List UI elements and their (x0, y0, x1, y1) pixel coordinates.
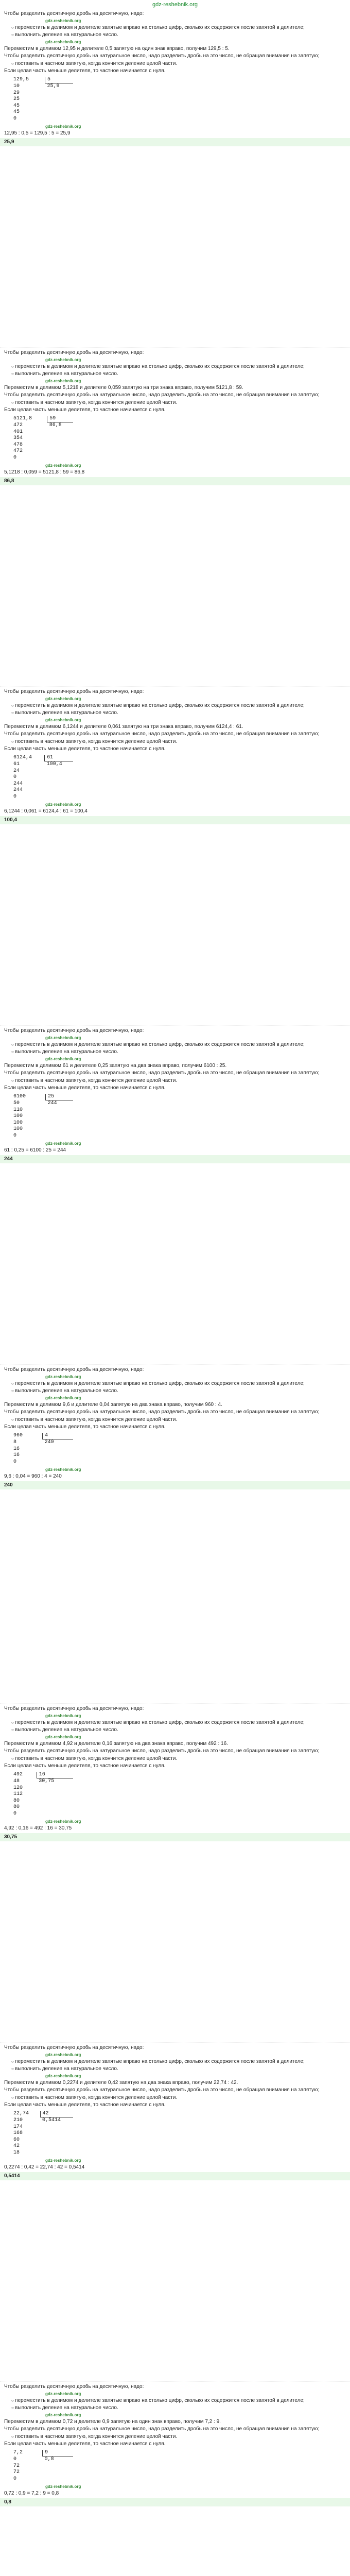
move-comma-text: Переместим в делимом 0,2274 и делителе 0,42 запятую на два знака вправо, получим 22,74 : 42. (4, 2079, 238, 2086)
rule-text: Чтобы разделить десятичную дробь на натуральное число, надо разделить дробь на это число, не обращая внимания на запятую; (4, 53, 320, 59)
watermark: gdz-reshebnik.org (45, 2391, 81, 2396)
division-step: 50 (13, 1100, 20, 1106)
division-step: 61 (13, 761, 20, 767)
division-step: 110 (13, 1107, 23, 1113)
quotient: 30,75 (39, 1778, 55, 1784)
quotient (47, 435, 73, 442)
step-item: ○ переместить в делимом и делителе запятые вправо на столько цифр, сколько их содержится после запятой в делителе; (11, 1381, 346, 1387)
quotient: 0,8 (44, 2456, 54, 2462)
rule-step: ○ поставить в частном запятую, когда кончится деление целой части. (11, 1756, 346, 1762)
watermark: gdz-reshebnik.org (45, 696, 81, 701)
division-step: 210 (13, 2117, 23, 2123)
watermark: gdz-reshebnik.org (45, 2073, 81, 2078)
step-item: ○ выполнить деление на натуральное число. (11, 2405, 346, 2412)
long-division (11, 77, 73, 123)
watermark: gdz-reshebnik.org (45, 2412, 81, 2417)
quotient (43, 2463, 73, 2470)
equation: 12,95 : 0,5 = 129,5 : 5 = 25,9 (4, 130, 71, 136)
quotient (45, 768, 73, 775)
equation: 5,1218 : 0,059 = 5121,8 : 59 = 86,8 (4, 469, 85, 475)
solution-block (0, 687, 350, 1026)
rule-step: ○ поставить в частном запятую, когда кончится деление целой части. (11, 61, 346, 67)
quotient (37, 1811, 73, 1818)
step-item: ○ переместить в делимом и делителе запятые вправо на столько цифр, сколько их содержится после запятой в делителе; (11, 25, 346, 31)
intro-text: Чтобы разделить десятичную дробь на десятичную, надо: (4, 1367, 144, 1372)
division-step: 478 (13, 442, 23, 448)
solution-block (0, 9, 350, 348)
quotient: 25,9 (47, 83, 60, 89)
quotient (47, 442, 73, 449)
solution-block (0, 2382, 350, 2576)
intro-text: Чтобы разделить десятичную дробь на десятичную, надо: (4, 2045, 144, 2050)
intro-text: Чтобы разделить десятичную дробь на десятичную, надо: (4, 11, 144, 16)
equation: 6,1244 : 0,061 = 6124,4 : 61 = 100,4 (4, 808, 87, 814)
watermark: gdz-reshebnik.org (45, 378, 81, 383)
watermark: gdz-reshebnik.org (45, 2158, 81, 2163)
division-step: 72 (13, 2463, 20, 2469)
watermark: gdz-reshebnik.org (45, 1713, 81, 1718)
division-step: 960 (13, 1432, 23, 1438)
quotient (47, 448, 73, 455)
division-step: 60 (13, 2137, 20, 2143)
division-step: 0 (13, 1132, 17, 1139)
quotient (46, 1113, 73, 1120)
answer: 0,5414 (0, 2172, 350, 2181)
watermark: gdz-reshebnik.org (45, 18, 81, 23)
watermark: gdz-reshebnik.org (45, 1467, 81, 1472)
division-step: 168 (13, 2130, 23, 2136)
step-item: ○ переместить в делимом и делителе запятые вправо на столько цифр, сколько их содержится после запятой в делителе; (11, 1720, 346, 1726)
equation: 0,72 : 0,9 = 7,2 : 9 = 0,8 (4, 2490, 59, 2496)
division-step: 80 (13, 1798, 20, 1804)
division-step: 22,74 (13, 2110, 29, 2116)
division-step: 244 (13, 781, 23, 787)
division-step: 18 (13, 2149, 20, 2156)
watermark: gdz-reshebnik.org (45, 463, 81, 468)
divisor: 16 (37, 1772, 73, 1778)
quotient (43, 1452, 73, 1459)
step-item: ○ выполнить деление на натуральное число. (11, 2066, 346, 2073)
long-division (11, 2450, 73, 2483)
division-step: 16 (13, 1452, 20, 1458)
quotient: 0,5414 (42, 2117, 61, 2123)
division-step: 0 (13, 2456, 17, 2462)
division-step: 6100 (13, 1093, 26, 1099)
solution-block (0, 1704, 350, 2043)
rule-step: ○ поставить в частном запятую, когда кончится деление целой части. (11, 739, 346, 745)
watermark: gdz-reshebnik.org (45, 802, 81, 807)
division-step: 100 (13, 1120, 23, 1126)
watermark: gdz-reshebnik.org (45, 1395, 81, 1400)
intro-text: Чтобы разделить десятичную дробь на десятичную, надо: (4, 350, 144, 355)
division-step: 354 (13, 435, 23, 441)
quotient (40, 2143, 73, 2150)
long-division (11, 1772, 73, 1818)
long-division (11, 416, 73, 462)
step-item: ○ выполнить деление на натуральное число. (11, 371, 346, 378)
divisor: 25 (46, 1094, 73, 1100)
division-step: 8 (13, 1439, 17, 1445)
quotient (40, 2124, 73, 2131)
quotient (37, 1804, 73, 1811)
quotient (40, 2130, 73, 2137)
division-step: 45 (13, 109, 20, 115)
rule-text: Чтобы разделить десятичную дробь на натуральное число, надо разделить дробь на это число, не обращая внимания на запятую; (4, 731, 320, 737)
quotient (40, 2150, 73, 2157)
long-division (11, 755, 73, 801)
division-step: 42 (13, 2143, 20, 2149)
step-item: ○ переместить в делимом и делителе запятые вправо на столько цифр, сколько их содержится после запятой в делителе; (11, 2059, 346, 2065)
move-comma-text: Переместим в делимом 0,72 и делителе 0,9 запятую на один знак вправо, получим 7,2 : 9. (4, 2418, 221, 2425)
quotient (37, 1798, 73, 1805)
division-step: 472 (13, 422, 23, 428)
divisor: 5 (45, 77, 73, 83)
divisor: 4 (43, 1433, 73, 1439)
rule-note: Если целая часть меньше делителя, то частное начинается с нуля. (4, 407, 166, 413)
rule-note: Если целая часть меньше делителя, то частное начинается с нуля. (4, 746, 166, 752)
move-comma-text: Переместим в делимом 12,95 и делителе 0,5 запятую на один знак вправо, получим 129,5 : 5. (4, 45, 230, 52)
division-step: 16 (13, 1446, 20, 1452)
site-title[interactable]: gdz-reshebnik.org (152, 2, 198, 8)
rule-note: Если целая часть меньше делителя, то частное начинается с нуля. (4, 2102, 166, 2108)
quotient (47, 455, 73, 462)
step-item: ○ выполнить деление на натуральное число. (11, 32, 346, 39)
division-step: 0 (13, 1810, 17, 1817)
watermark: gdz-reshebnik.org (45, 124, 81, 129)
step-item: ○ переместить в делимом и делителе запятые вправо на столько цифр, сколько их содержится после запятой в делителе; (11, 364, 346, 370)
answer: 30,75 (0, 1833, 350, 1842)
quotient (43, 1459, 73, 1466)
intro-text: Чтобы разделить десятичную дробь на десятичную, надо: (4, 1028, 144, 1033)
rule-note: Если целая часть меньше делителя, то частное начинается с нуля. (4, 1763, 166, 1769)
division-step: 100 (13, 1113, 23, 1119)
step-item: ○ выполнить деление на натуральное число. (11, 1388, 346, 1395)
rule-step: ○ поставить в частном запятую, когда кончится деление целой части. (11, 2434, 346, 2441)
division-step: 6124,4 (13, 754, 32, 760)
quotient (47, 429, 73, 436)
solution-block (0, 1026, 350, 1365)
division-step: 129,5 (13, 76, 29, 82)
division-step: 100 (13, 1126, 23, 1132)
quotient (45, 794, 73, 801)
long-division (11, 2111, 73, 2157)
division-step: 0 (13, 774, 17, 780)
rule-text: Чтобы разделить десятичную дробь на натуральное число, надо разделить дробь на это число, не обращая внимания на запятую; (4, 1070, 320, 1076)
step-item: ○ выполнить деление на натуральное число. (11, 1727, 346, 1734)
quotient (43, 2469, 73, 2476)
division-step: 72 (13, 2469, 20, 2475)
rule-note: Если целая часть меньше делителя, то частное начинается с нуля. (4, 1085, 166, 1091)
quotient: 240 (44, 1439, 54, 1445)
division-step: 25 (13, 96, 20, 102)
quotient (43, 2476, 73, 2483)
rule-step: ○ поставить в частном запятую, когда кончится деление целой части. (11, 2095, 346, 2102)
rule-step: ○ поставить в частном запятую, когда кончится деление целой части. (11, 400, 346, 406)
watermark: gdz-reshebnik.org (45, 2052, 81, 2057)
quotient (45, 774, 73, 781)
quotient (45, 90, 73, 97)
watermark: gdz-reshebnik.org (45, 1374, 81, 1379)
step-item: ○ переместить в делимом и делителе запятые вправо на столько цифр, сколько их содержится после запятой в делителе; (11, 703, 346, 709)
division-step: 45 (13, 103, 20, 109)
division-step: 10 (13, 83, 20, 89)
quotient (46, 1120, 73, 1127)
division-step: 244 (13, 787, 23, 793)
watermark: gdz-reshebnik.org (45, 1734, 81, 1739)
division-step: 7,2 (13, 2449, 23, 2455)
intro-text: Чтобы разделить десятичную дробь на десятичную, надо: (4, 689, 144, 694)
rule-text: Чтобы разделить десятичную дробь на натуральное число, надо разделить дробь на это число, не обращая внимания на запятую; (4, 1409, 320, 1415)
division-step: 492 (13, 1771, 23, 1777)
answer: 0,8 (0, 2498, 350, 2507)
rule-text: Чтобы разделить десятичную дробь на натуральное число, надо разделить дробь на это число, не обращая внимания на запятую; (4, 2087, 320, 2093)
quotient (40, 2137, 73, 2144)
step-item: ○ выполнить деление на натуральное число. (11, 1049, 346, 1056)
divisor: 59 (47, 416, 73, 422)
equation: 9,6 : 0,04 = 960 : 4 = 240 (4, 1473, 62, 1479)
division-step: 120 (13, 1785, 23, 1791)
rule-step: ○ поставить в частном запятую, когда кончится деление целой части. (11, 1417, 346, 1423)
watermark: gdz-reshebnik.org (45, 1035, 81, 1040)
division-step: 112 (13, 1791, 23, 1797)
divisor: 42 (40, 2111, 73, 2117)
solution-block (0, 1365, 350, 1704)
move-comma-text: Переместим в делимом 61 и делителе 0,25 запятую на два знака вправо, получим 6100 : 25. (4, 1062, 227, 1069)
answer: 100,4 (0, 816, 350, 825)
quotient (43, 1446, 73, 1453)
answer: 86,8 (0, 477, 350, 486)
watermark: gdz-reshebnik.org (45, 2484, 81, 2489)
step-item: ○ выполнить деление на натуральное число. (11, 710, 346, 717)
quotient (45, 96, 73, 103)
watermark: gdz-reshebnik.org (45, 1056, 81, 1061)
division-step: 0 (13, 1459, 17, 1465)
quotient: 244 (47, 1100, 57, 1106)
quotient (46, 1107, 73, 1114)
division-step: 0 (13, 115, 17, 122)
quotient (45, 116, 73, 123)
watermark: gdz-reshebnik.org (45, 717, 81, 722)
divisor: 61 (45, 755, 73, 761)
intro-text: Чтобы разделить десятичную дробь на десятичную, надо: (4, 1706, 144, 1711)
move-comma-text: Переместим в делимом 9,6 и делителе 0,04 запятую на два знака вправо, получим 960 : 4. (4, 1401, 222, 1408)
division-step: 24 (13, 768, 20, 774)
equation: 4,92 : 0,16 = 492 : 16 = 30,75 (4, 1825, 72, 1831)
quotient (45, 781, 73, 788)
long-division (11, 1433, 73, 1466)
quotient (45, 103, 73, 110)
intro-text: Чтобы разделить десятичную дробь на десятичную, надо: (4, 2384, 144, 2389)
rule-text: Чтобы разделить десятичную дробь на натуральное число, надо разделить дробь на это число, не обращая внимания на запятую; (4, 2426, 320, 2432)
quotient (45, 109, 73, 116)
division-step: 174 (13, 2124, 23, 2130)
solutions-list (0, 9, 350, 2576)
quotient: 86,8 (49, 422, 62, 428)
division-step: 401 (13, 429, 23, 435)
answer: 244 (0, 1155, 350, 1164)
rule-text: Чтобы разделить десятичную дробь на натуральное число, надо разделить дробь на это число, не обращая внимания на запятую; (4, 1748, 320, 1754)
answer: 25,9 (0, 138, 350, 147)
quotient (37, 1785, 73, 1792)
move-comma-text: Переместим в делимом 5,1218 и делителе 0,059 запятую на три знака вправо, получим 5121,8 : 59. (4, 384, 243, 391)
solution-block (0, 2043, 350, 2382)
quotient (37, 1791, 73, 1798)
move-comma-text: Переместим в делимом 4,92 и делителе 0,16 запятую на два знака вправо, получим 492 : 16. (4, 1740, 228, 1747)
rule-note: Если целая часть меньше делителя, то частное начинается с нуля. (4, 68, 166, 74)
solution-block (0, 348, 350, 687)
step-item: ○ переместить в делимом и делителе запятые вправо на столько цифр, сколько их содержится после запятой в делителе; (11, 2398, 346, 2404)
division-step: 0 (13, 2476, 17, 2482)
rule-text: Чтобы разделить десятичную дробь на натуральное число, надо разделить дробь на это число, не обращая внимания на запятую; (4, 392, 320, 398)
division-step: 48 (13, 1778, 20, 1784)
quotient (46, 1133, 73, 1140)
answer: 240 (0, 1481, 350, 1490)
equation: 0,2274 : 0,42 = 22,74 : 42 = 0,5414 (4, 2164, 85, 2170)
watermark: gdz-reshebnik.org (45, 1819, 81, 1824)
watermark: gdz-reshebnik.org (45, 1141, 81, 1146)
rule-note: Если целая часть меньше делителя, то частное начинается с нуля. (4, 1424, 166, 1430)
step-item: ○ переместить в делимом и делителе запятые вправо на столько цифр, сколько их содержится после запятой в делителе; (11, 1042, 346, 1048)
division-step: 0 (13, 793, 17, 800)
rule-step: ○ поставить в частном запятую, когда кончится деление целой части. (11, 1078, 346, 1084)
move-comma-text: Переместим в делимом 6,1244 и делителе 0,061 запятую на три знака вправо, получим 6124,4 : 61. (4, 723, 243, 730)
division-step: 0 (13, 454, 17, 461)
rule-note: Если целая часть меньше делителя, то частное начинается с нуля. (4, 2441, 166, 2447)
division-step: 80 (13, 1804, 20, 1810)
long-division (11, 1094, 73, 1140)
division-step: 29 (13, 90, 20, 96)
division-step: 5121,8 (13, 415, 32, 421)
equation: 61 : 0,25 = 6100 : 25 = 244 (4, 1147, 66, 1153)
watermark: gdz-reshebnik.org (45, 357, 81, 362)
watermark: gdz-reshebnik.org (45, 39, 81, 44)
quotient: 100,4 (46, 761, 62, 767)
quotient (46, 1126, 73, 1133)
quotient (45, 787, 73, 794)
divisor: 9 (43, 2450, 73, 2456)
division-step: 472 (13, 448, 23, 454)
